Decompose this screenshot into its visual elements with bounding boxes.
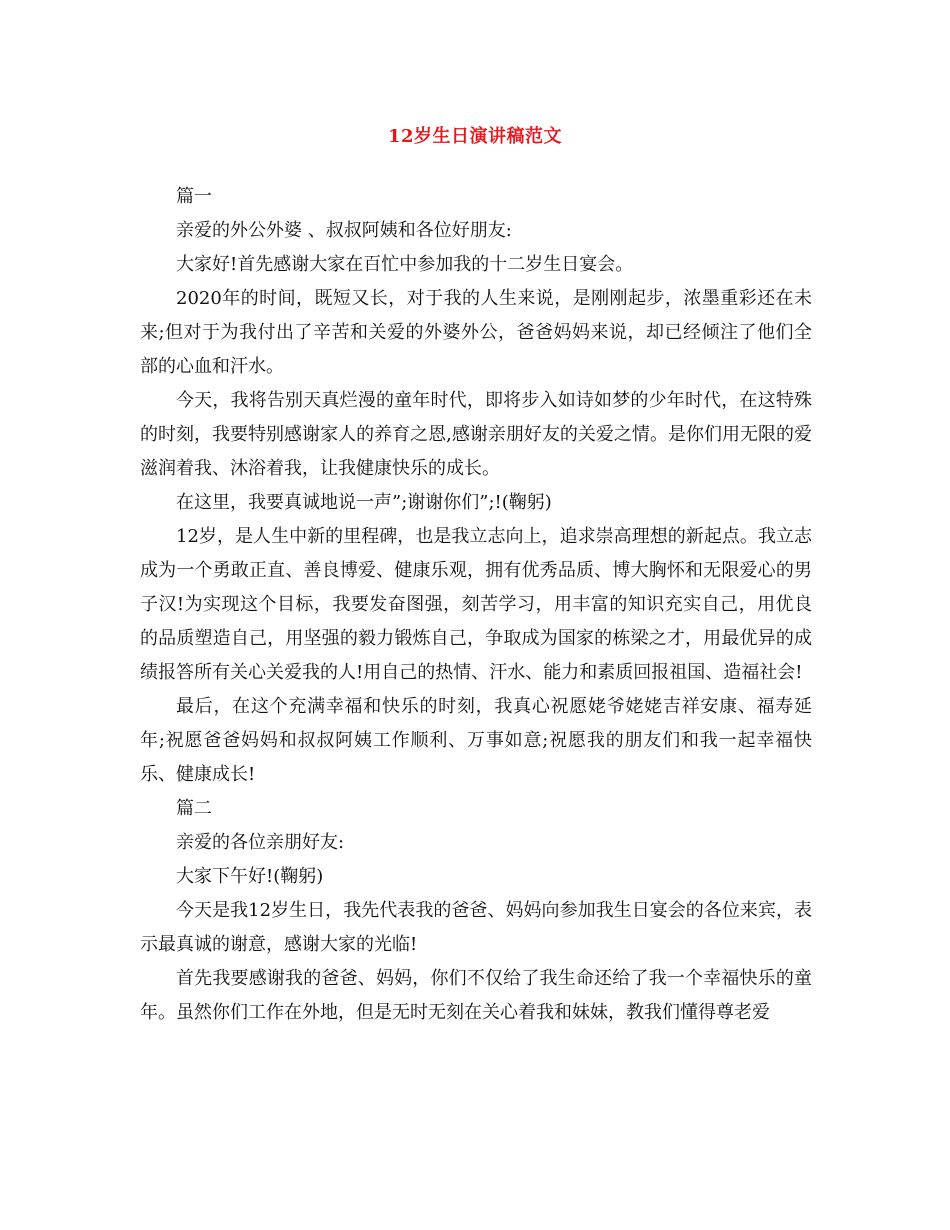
paragraph: 今天，我将告别天真烂漫的童年时代，即将步入如诗如梦的少年时代，在这特殊的时刻，我要特别感谢家人的养育之恩,感谢亲朋好友的关爱之情。是你们用无限的爱滋润着我、沐浴着我，让我健康快乐的成长。 — [140, 390, 812, 479]
section-heading-2: 篇二 — [176, 798, 212, 819]
paragraph: 在这里，我要真诚地说一声”;谢谢你们”;!(鞠躬) — [176, 492, 552, 513]
salutation-1: 亲爱的外公外婆 、叔叔阿姨和各位好朋友: — [176, 220, 512, 241]
paragraph: 12岁，是人生中新的里程碑，也是我立志向上，追求崇高理想的新起点。我立志成为一个勇敢正直、善良博爱、健康乐观，拥有优秀品质、博大胸怀和无限爱心的男子汉!为实现这个目标，我要发奋图强，刻苦学习，用丰富的知识充实自己，用优良的品质塑造自己，用坚强的毅力锻炼自己，争取成为国家的栋梁之才，用最优异的成绩报答所有关心关爱我的人!用自己的热情、汗水、能力和素质回报祖国、造福社会! — [140, 526, 812, 683]
paragraph: 大家好!首先感谢大家在百忙中参加我的十二岁生日宴会。 — [176, 254, 634, 275]
salutation-2: 亲爱的各位亲朋好友: — [176, 832, 345, 853]
section-heading-1: 篇一 — [176, 186, 212, 207]
paragraph: 大家下午好!(鞠躬) — [176, 866, 324, 887]
document-body — [140, 180, 812, 1030]
paragraph: 今天是我12岁生日，我先代表我的爸爸、妈妈向参加我生日宴会的各位来宾，表示最真诚的谢意，感谢大家的光临! — [140, 900, 812, 955]
document-title: 12岁生日演讲稿范文 — [387, 126, 563, 147]
paragraph: 最后，在这个充满幸福和快乐的时刻，我真心祝愿姥爷姥姥吉祥安康、福寿延年;祝愿爸爸妈妈和叔叔阿姨工作顺利、万事如意;祝愿我的朋友们和我一起幸福快乐、健康成长! — [140, 696, 812, 785]
paragraph: 2020年的时间，既短又长，对于我的人生来说，是刚刚起步，浓墨重彩还在未来;但对于为我付出了辛苦和关爱的外婆外公，爸爸妈妈来说，却已经倾注了他们全部的心血和汗水。 — [140, 288, 812, 377]
paragraph: 首先我要感谢我的爸爸、妈妈，你们不仅给了我生命还给了我一个幸福快乐的童年。虽然你们工作在外地，但是无时无刻在关心着我和妹妹，教我们懂得尊老爱 — [140, 968, 812, 1023]
